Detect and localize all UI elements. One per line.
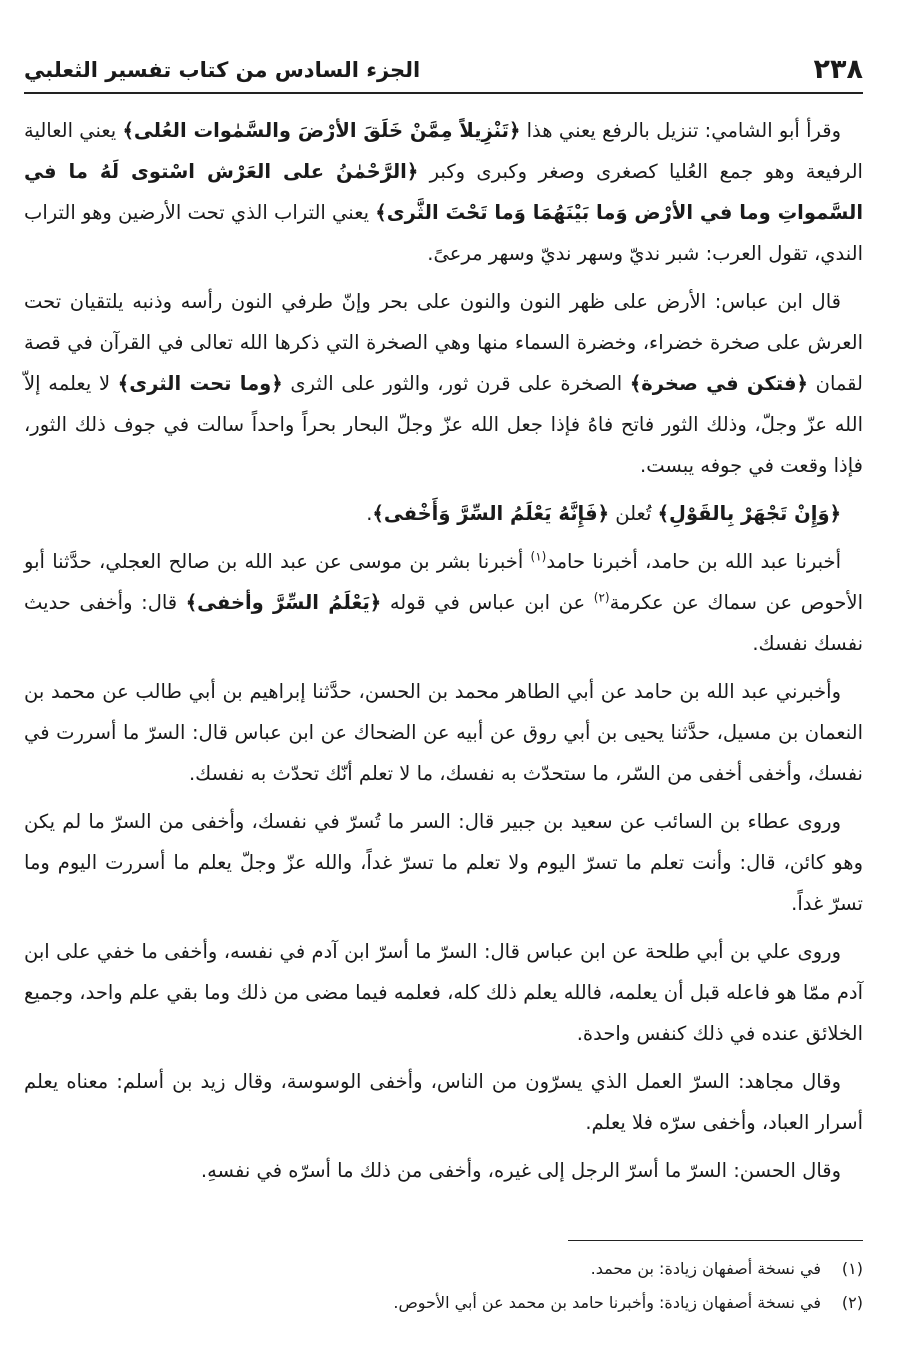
quran-verse: ﴿وما تحت الثرى﴾	[117, 372, 283, 395]
text-segment: وقال مجاهد: السرّ العمل الذي يسرّون من الناس، وأخفى الوسوسة، وقال زيد بن أسلم: معناه يعلم أسرار العباد، وأخفى سرّه فلا يعلم.	[24, 1070, 863, 1134]
paragraph	[24, 801, 863, 924]
quran-verse: ﴿وَإِنْ تَجْهَرْ بِالقَوْلِ﴾	[657, 502, 841, 525]
paragraph	[24, 110, 863, 274]
running-title: الجزء السادس من كتاب تفسير الثعلبي	[24, 58, 421, 82]
text-segment: وقال الحسن: السرّ ما أسرّ الرجل إلى غيره، وأخفى من ذلك ما أسرّه في نفسهِ.	[200, 1159, 841, 1182]
paragraph	[24, 541, 863, 664]
text-segment: وروى عطاء بن السائب عن سعيد بن جبير قال: السر ما تُسرّ في نفسك، وأخفى من السرّ ما لم يكن وهو كائن، قال: وأنت تعلم ما تسرّ اليوم ولا تعلم ما تسرّ غداً، والله عزّ وجلّ يعلم ما أسررت اليوم وما تسرّ غداً.	[24, 810, 863, 915]
paragraph	[24, 281, 863, 486]
footnote-number: (٢)	[841, 1293, 863, 1312]
text-segment: قال ابن عباس: الأرض على ظهر النون والنون على بحر وإنّ طرفي النون رأسه وذنبه يلتقيان تحت العرش على صخرة خضراء، وخضرة السماء منها وهي الصخرة التي ذكرها الله تعالى في القرآن في قصة لقمان	[24, 290, 863, 395]
text-segment: الصخرة على قرن ثور، والثور على الثرى	[282, 372, 630, 395]
footnote-divider	[568, 1240, 863, 1241]
paragraph	[24, 671, 863, 794]
body-text	[24, 110, 863, 1198]
footnote-number: (١)	[841, 1259, 863, 1278]
footnotes	[24, 1252, 863, 1320]
text-segment: يعني العالية الرفيعة وهو جمع العُليا كصغرى وصغر وكبرى وكبر	[24, 119, 863, 183]
footnote-item	[24, 1286, 863, 1320]
text-segment: وقرأ أبو الشامي: تنزيل بالرفع يعني هذا	[520, 119, 841, 142]
text-segment: أخبرنا عبد الله بن حامد، أخبرنا حامد	[546, 550, 841, 573]
quran-verse: ﴿فتكن في صخرة﴾	[629, 372, 808, 395]
quran-verse: ﴿الرَّحْمٰنُ على العَرْش اسْتوى لَهُ ما في السَّمواتِ وما في الأرْض وَما بَيْنَهُمَا وَما تَحْتَ الثَّرى﴾	[24, 160, 864, 224]
text-segment: يعني التراب الذي تحت الأرضين وهو التراب الندي، تقول العرب: شبر نديّ وسهر نديّ وسهر مرعىً.	[24, 201, 863, 265]
text-segment: .	[366, 502, 373, 525]
paragraph	[24, 493, 863, 534]
paragraph	[24, 931, 863, 1054]
text-segment: لا يعلمه إلاّ الله عزّ وجلّ، وذلك الثور فاتح فاهُ فإذا جعل الله عزّ وجلّ البحار بحراً واحداً سالت في جوف ذلك الثور، فإذا وقعت في جوفه يبست.	[24, 372, 863, 477]
text-segment: تُعلن	[609, 502, 658, 525]
text-segment: وروى علي بن أبي طلحة عن ابن عباس قال: السرّ ما أسرّ ابن آدم في نفسه، وأخفى ما خفي على ابن آدم ممّا هو فاعله قبل أن يعلمه، فالله يعلم ذلك كله، فعلمه فيما مضى من ذلك وما بقي علم واحد، وجميع الخلائق عنده في ذلك كنفس واحدة.	[24, 940, 863, 1045]
page-header	[24, 52, 863, 94]
footnote-text: في نسخة أصفهان زيادة: وأخبرنا حامد بن محمد عن أبي الأحوص.	[393, 1293, 821, 1312]
text-segment: أخبرنا بشر بن موسى عن عبد الله بن صالح العجلي، حدَّثنا أبو الأحوص عن سماك عن عكرمة	[24, 550, 863, 614]
text-segment: وأخبرني عبد الله بن حامد عن أبي الطاهر محمد بن الحسن، حدَّثنا إبراهيم بن أبي طالب عن محمد بن النعمان بن مسيل، حدَّثنا يحيى بن أبي روق عن أبيه عن الضحاك عن ابن عباس قال: السرّ ما أسررت في نفسك، وأخفى أخفى من السّر، ما ستحدّث به نفسك، ما لا تعلم أنّك تحدّث به نفسك.	[24, 680, 863, 785]
text-segment: عن ابن عباس في قوله	[381, 591, 594, 614]
footnote-reference: (١)	[530, 549, 547, 564]
footnote-reference: (٢)	[593, 590, 610, 605]
paragraph	[24, 1150, 863, 1191]
text-segment: قال: وأخفى حديث نفسك نفسك.	[24, 591, 863, 655]
page-number: ٢٣٨	[813, 54, 863, 85]
paragraph	[24, 1061, 863, 1143]
quran-verse: ﴿تَنْزِيلاً مِمَّنْ خَلَقَ الأرْضَ والسَّمٰوات العُلى﴾	[122, 119, 521, 142]
footnote-text: في نسخة أصفهان زيادة: بن محمد.	[590, 1259, 821, 1278]
footnote-item	[24, 1252, 863, 1286]
quran-verse: ﴿يَعْلَمُ السِّرَّ وأخفى﴾	[185, 591, 382, 614]
quran-verse: ﴿فَإِنَّهُ يَعْلَمُ السِّرَّ وَأَخْفى﴾	[372, 502, 610, 525]
